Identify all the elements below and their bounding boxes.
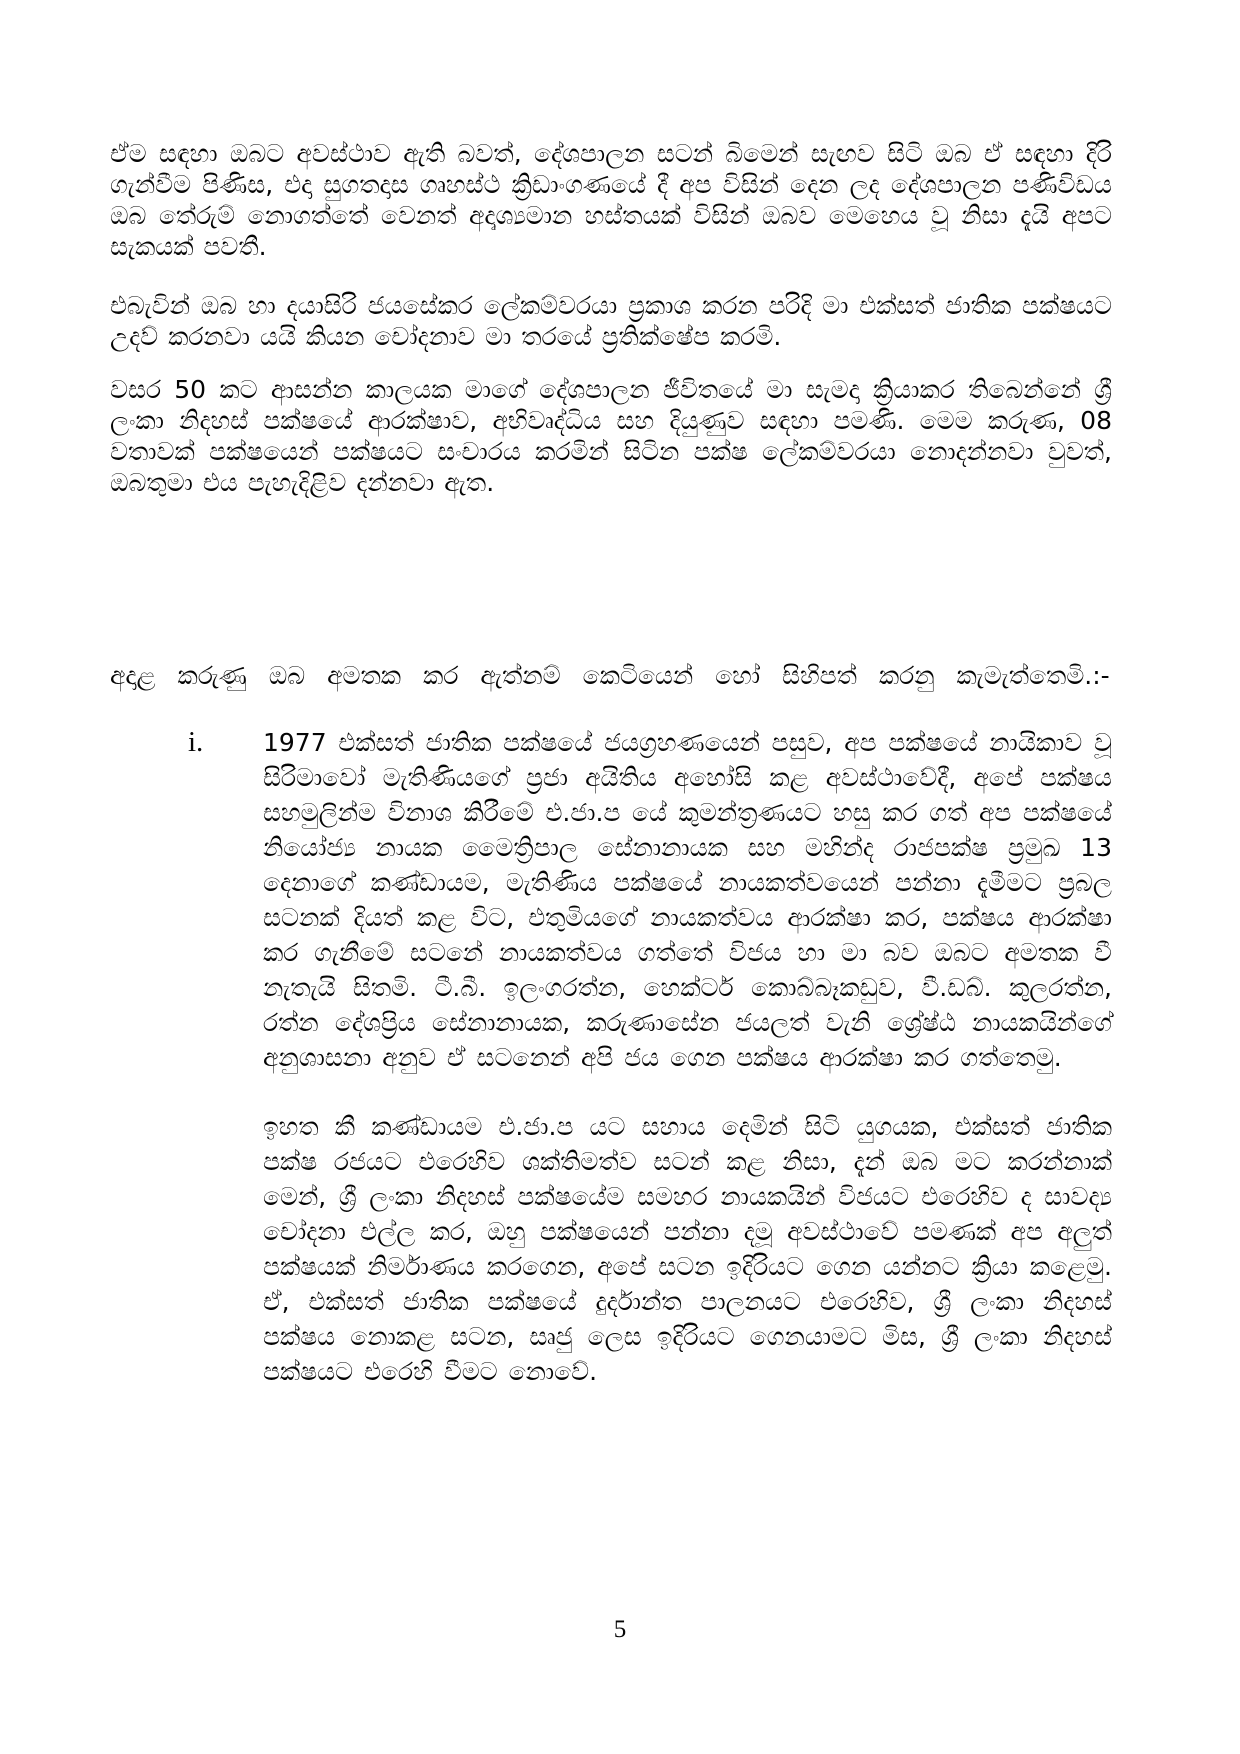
paragraph-3: වසර 50 කට ආසන්න කාලයක මාගේ දේශපාලන ජීවිතයේ මා සැමදා ක්‍රියාකර තිබෙන්නේ ශ්‍රී ලංකා නිදහස් පක්ෂයේ ආරක්ෂාව, අභිවෘද්ධිය සහ දියුණුව සඳහා පමණි. මෙම කරුණ, 08 වතාවක් පක්ෂයෙන් පක්ෂයට සංචාරය කරමින් සිටින පක්ෂ ලේකම්වරයා නොදන්නවා වුවත්, ඔබතුමා එය පැහැදිළිව දන්නවා ඇත. [110, 375, 1112, 497]
list-item-i [110, 725, 1112, 1389]
page-number: 5 [613, 1616, 627, 1643]
list-item-marker: i. [188, 726, 204, 758]
list-item-body [263, 725, 1112, 1389]
list-item-paragraph-1: 1977 එක්සත් ජාතික පක්ෂයේ ජයග්‍රහණයෙන් පසුව, අප පක්ෂයේ නායිකාව වූ සිරිමාවෝ මැතිණියගේ ප්‍රජා අයිතිය අහෝසි කළ අවස්ථාවේදී, අපේ පක්ෂය සහමුලින්ම විනාශ කිරීමේ එ.ජා.ප යේ කුමන්ත්‍රණයට හසු කර ගත් අප පක්ෂයේ නියෝජ්‍ය නායක මෛත්‍රිපාල සේනානායක සහ මහින්ද රාජපක්ෂ ප්‍රමුඛ 13 දෙනාගේ කණ්ඩායම, මැතිණිය පක්ෂයේ නායකත්වයෙන් පන්නා දැමීමට ප්‍රබල සටනක් දියත් කළ විට, එතුමියගේ නායකත්වය ආරක්ෂා කර, පක්ෂය ආරක්ෂා කර ගැනීමේ සටනේ නායකත්වය ගත්තේ විජය හා මා බව ඔබට අමතක වී නැතැයි සිතමි. ටී.බී. ඉලංගරත්න, හෙක්ටර් කොබ්බෑකඩුව, වී.ඩබ්. කුලරත්න, රත්න දේශප්‍රිය සේනානායක, කරුණාසේන ජයලත් වැනි ශ්‍රේෂ්ඨ නායකයින්ගේ අනුශාසනා අනුව ඒ සටනෙන් අපි ජය ගෙන පක්ෂය ආරක්ෂා කර ගත්තෙමු. [263, 728, 1112, 1072]
paragraph-2: එබැවින් ඔබ හා දයාසිරි ජයසේකර ලේකම්වරයා ප්‍රකාශ කරන පරිදි මා එක්සත් ජාතික පක්ෂයට උදව් කරනවා යයි කියන චෝදනාව මා තරයේ ප්‍රතික්ෂේප කරමි. [110, 291, 1112, 351]
list-item-paragraph-2: ඉහත කී කණ්ඩායම එ.ජා.ප යට සහාය දෙමින් සිටි යුගයක, එක්සත් ජාතික පක්ෂ රජයට එරෙහිව ශක්තිමත්ව සටන් කළ නිසා, දැන් ඔබ මට කරන්නාක් මෙන්, ශ්‍රී ලංකා නිදහස් පක්ෂයේම සමහර නායකයින් විජයට එරෙහිව ද සාවද්‍ය චෝදනා එල්ල කර, ඔහු පක්ෂයෙන් පන්නා දමූ අවස්ථාවේ පමණක් අප අලුත් පක්ෂයක් නිර්මාණය කරගෙන, අපේ සටන ඉදිරියට ගෙන යන්නට ක්‍රියා කළෙමු. ඒ, එක්සත් ජාතික පක්ෂයේ දුර්දාන්ත පාලනයට එරෙහිව, ශ්‍රී ලංකා නිදහස් පක්ෂය නොකළ සටන, සෘජු ලෙස ඉදිරියට ගෙනයාමට මිස, ශ්‍රී ලංකා නිදහස් පක්ෂයට එරෙහි වීමට නොවේ. [263, 1112, 1112, 1386]
paragraph-1: ඒම සඳහා ඔබට අවස්ථාව ඇති බවත්, දේශපාලන සටන් බිමෙන් සැඟව සිටි ඔබ ඒ සඳහා දිරි ගැන්වීම පිණිස, එදා සුගතදාස ගෘහස්ථ ක්‍රිඩාංගණයේ දී අප විසින් දෙන ලද දේශපාලන පණිවිඩය ඔබ තේරුම් නොගත්තේ වෙනත් අදෘශ්‍යමාන හස්තයක් විසින් ඔබව මෙහෙය වූ නිසා දැයි අපට සැකයක් පවතී. [110, 139, 1112, 261]
lead-in-paragraph: අදාළ කරුණු ඔබ අමතක කර ඇත්නම් කෙටියෙන් හෝ සිහිපත් කරනු කැමැත්තෙමි.:- [110, 661, 1110, 690]
document-body [110, 138, 1112, 1389]
